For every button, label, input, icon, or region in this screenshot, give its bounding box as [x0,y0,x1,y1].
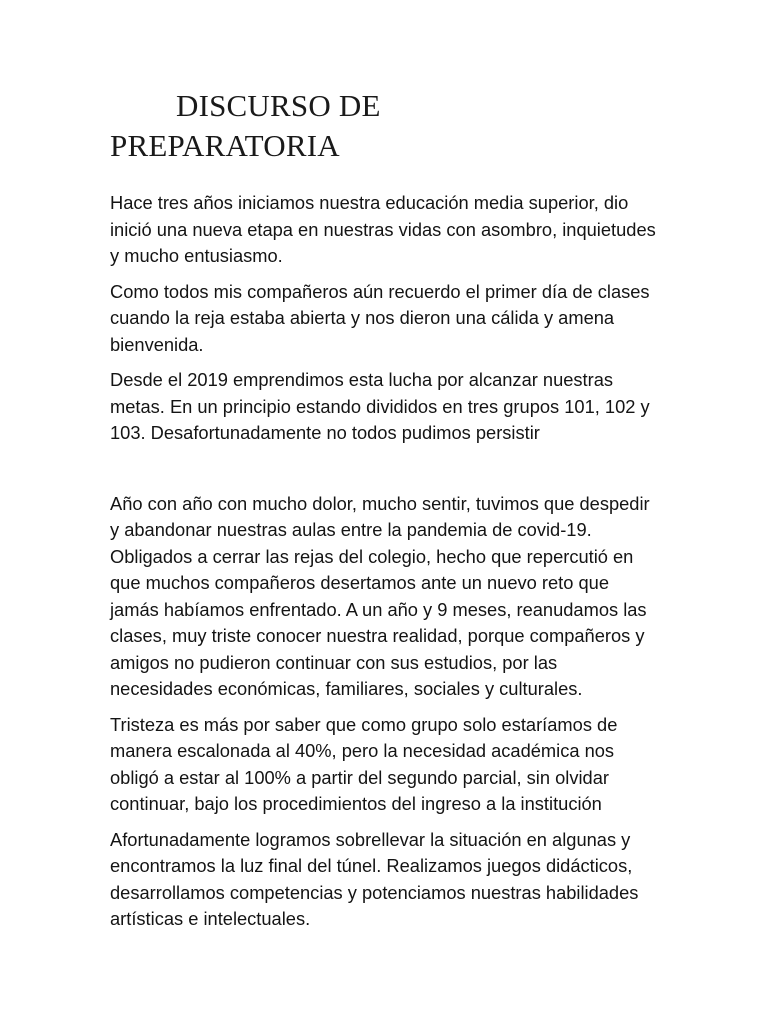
title-line-1: DISCURSO DE [176,88,381,123]
paragraph-3: Desde el 2019 emprendimos esta lucha por alcanzar nuestras metas. En un principio estando divididos en tres grupos 101, 102 y 103. Desafortunadamente no todos pudimos persistir [110,369,650,443]
paragraph-2: Como todos mis compañeros aún recuerdo el primer día de clases cuando la reja estaba abierta y nos dieron una cálida y amena bienvenida. [110,280,650,355]
paragraph-1: Hace tres años iniciamos nuestra educación media superior, dio inició una nueva etapa en nuestras vidas con asombro, inquietudes y mucho entusiasmo. [110,192,656,266]
document-body [110,190,662,942]
document-title [110,86,381,166]
paragraph-6: Afortunadamente logramos sobrellevar la situación en algunas y encontramos la luz final del túnel. Realizamos juegos didácticos, desarrollamos competencias y potenciamos nuestras habilidades artísticas e intelectuales. [110,828,639,929]
paragraph-5: Tristeza es más por saber que como grupo solo estaríamos de manera escalonada al 40%, pero la necesidad académica nos obligó a estar al 100% a partir del segundo parcial, sin olvidar continuar, bajo los procedimientos del ingreso a la institución [110,713,618,814]
paragraph-4: Año con año con mucho dolor, mucho sentir, tuvimos que despedir y abandonar nuestras aulas entre la pandemia de covid-19. Obligados a cerrar las rejas del colegio, hecho que repercutió en que muchos compañeros desertamos ante un nuevo reto que jamás habíamos enfrentado. A un año y 9 meses, reanudamos las clases, muy triste conocer nuestra realidad, porque compañeros y amigos no pudieron continuar con sus estudios, por las necesidades económicas, familiares, sociales y culturales. [110,492,650,699]
title-line-2: PREPARATORIA [110,128,340,163]
